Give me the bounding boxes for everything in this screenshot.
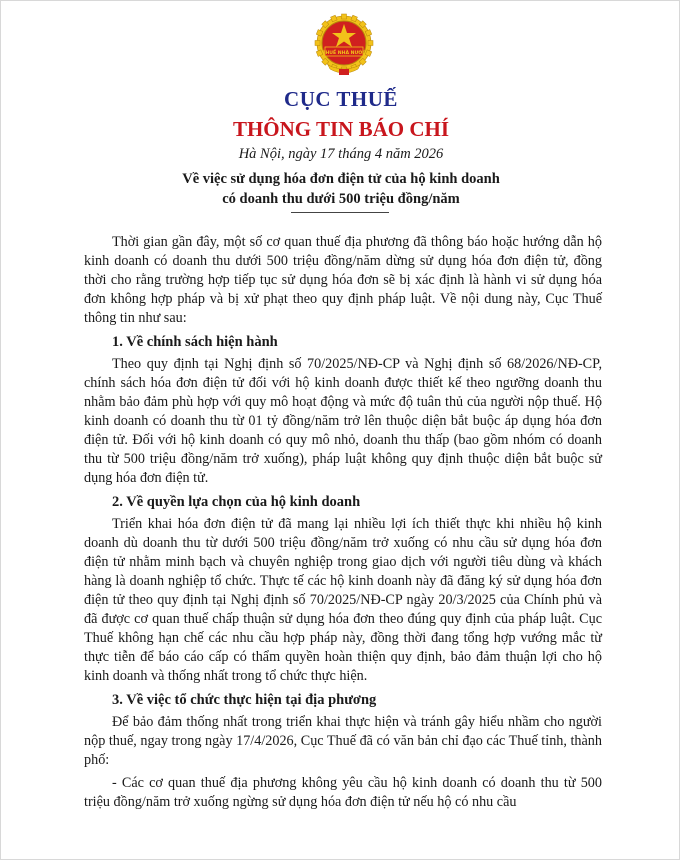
section-paragraph: Triển khai hóa đơn điện tử đã mang lại nhiều lợi ích thiết thực khi nhiều hộ kinh doanh dù doanh thu từ dưới 500 triệu đồng/năm trở xuống có nhu cầu sử dụng hóa đơn điện tử nhằm minh bạch và chuyên nghiệp trong giao dịch với người tiêu dùng và khách hàng là doanh nghiệp tổ chức. Thực tế các hộ kinh doanh này đã đăng ký sử dụng hóa đơn điện tử theo quy định tại Nghị định số 70/2025/NĐ-CP ngày 20/3/2025 của Chính phủ và đã được cơ quan thuế chấp thuận sử dụng hóa đơn theo đúng quy định của pháp luật. Cục Thuế không hạn chế các nhu cầu hợp pháp này, đồng thời đang tổng hợp vướng mắc từ thực tiễn để báo cáo cấp có thẩm quyền hoàn thiện quy định, bảo đảm thuận lợi cho hộ kinh doanh và thống nhất trong tổ chức thực hiện.: [84, 516, 602, 684]
section-heading: 1. Về chính sách hiện hành: [112, 334, 278, 350]
document-body: [84, 233, 602, 812]
svg-text:THUẾ NHÀ NƯỚC: THUẾ NHÀ NƯỚC: [322, 51, 366, 56]
tax-emblem-icon: [312, 7, 376, 87]
document-date: Hà Nội, ngày 17 tháng 4 năm 2026: [238, 146, 444, 162]
document-type: THÔNG TIN BÁO CHÍ: [232, 117, 450, 141]
agency-name: CỤC THUẾ: [284, 87, 398, 111]
section-heading: 2. Về quyền lựa chọn của hộ kinh doanh: [112, 494, 361, 510]
section-paragraph: Để bảo đảm thống nhất trong triển khai thực hiện và tránh gây hiểu nhầm cho người nộp thuế, ngay trong ngày 17/4/2026, Cục Thuế đã có văn bản chỉ đạo các Thuế tỉnh, thành phố:: [84, 714, 602, 768]
document-subject: [1, 169, 680, 209]
section-heading: 3. Về việc tổ chức thực hiện tại địa phương: [112, 692, 377, 708]
intro-paragraph: Thời gian gần đây, một số cơ quan thuế địa phương đã thông báo hoặc hướng dẫn hộ kinh doanh có doanh thu dưới 500 triệu đồng/năm dừng sử dụng hóa đơn điện tử, đồng thời cho rằng trường hợp tiếp tục sử dụng hóa đơn sẽ bị xác định là hành vi sử dụng hóa đơn không hợp pháp và bị xử phạt theo quy định pháp luật. Về nội dung này, Cục Thuế thông tin như sau:: [84, 234, 602, 326]
section-dash-item: - Các cơ quan thuế địa phương không yêu cầu hộ kinh doanh có doanh thu từ 500 triệu đồng/năm trở xuống ngừng sử dụng hóa đơn điện tử nếu hộ có nhu cầu: [84, 775, 602, 810]
subject-underline: [291, 212, 389, 213]
section-paragraph: Theo quy định tại Nghị định số 70/2025/NĐ-CP và Nghị định số 68/2026/NĐ-CP, chính sách hóa đơn điện tử đối với hộ kinh doanh được thiết kế theo ngưỡng doanh thu nhằm bảo đảm phù hợp với quy mô hoạt động và mức độ tuân thủ của người nộp thuế. Hộ kinh doanh có doanh thu từ 01 tỷ đồng/năm trở lên thuộc diện bắt buộc áp dụng hóa đơn điện tử. Đối với hộ kinh doanh có quy mô nhỏ, doanh thu thấp (bao gồm nhóm có doanh thu từ 500 triệu đồng/năm trở xuống), pháp luật không quy định thuộc diện bắt buộc sử dụng hóa đơn điện tử.: [84, 356, 602, 486]
subject-line-1: Về việc sử dụng hóa đơn điện tử của hộ kinh doanh: [182, 171, 500, 187]
subject-line-2: có doanh thu dưới 500 triệu đồng/năm: [222, 191, 460, 207]
